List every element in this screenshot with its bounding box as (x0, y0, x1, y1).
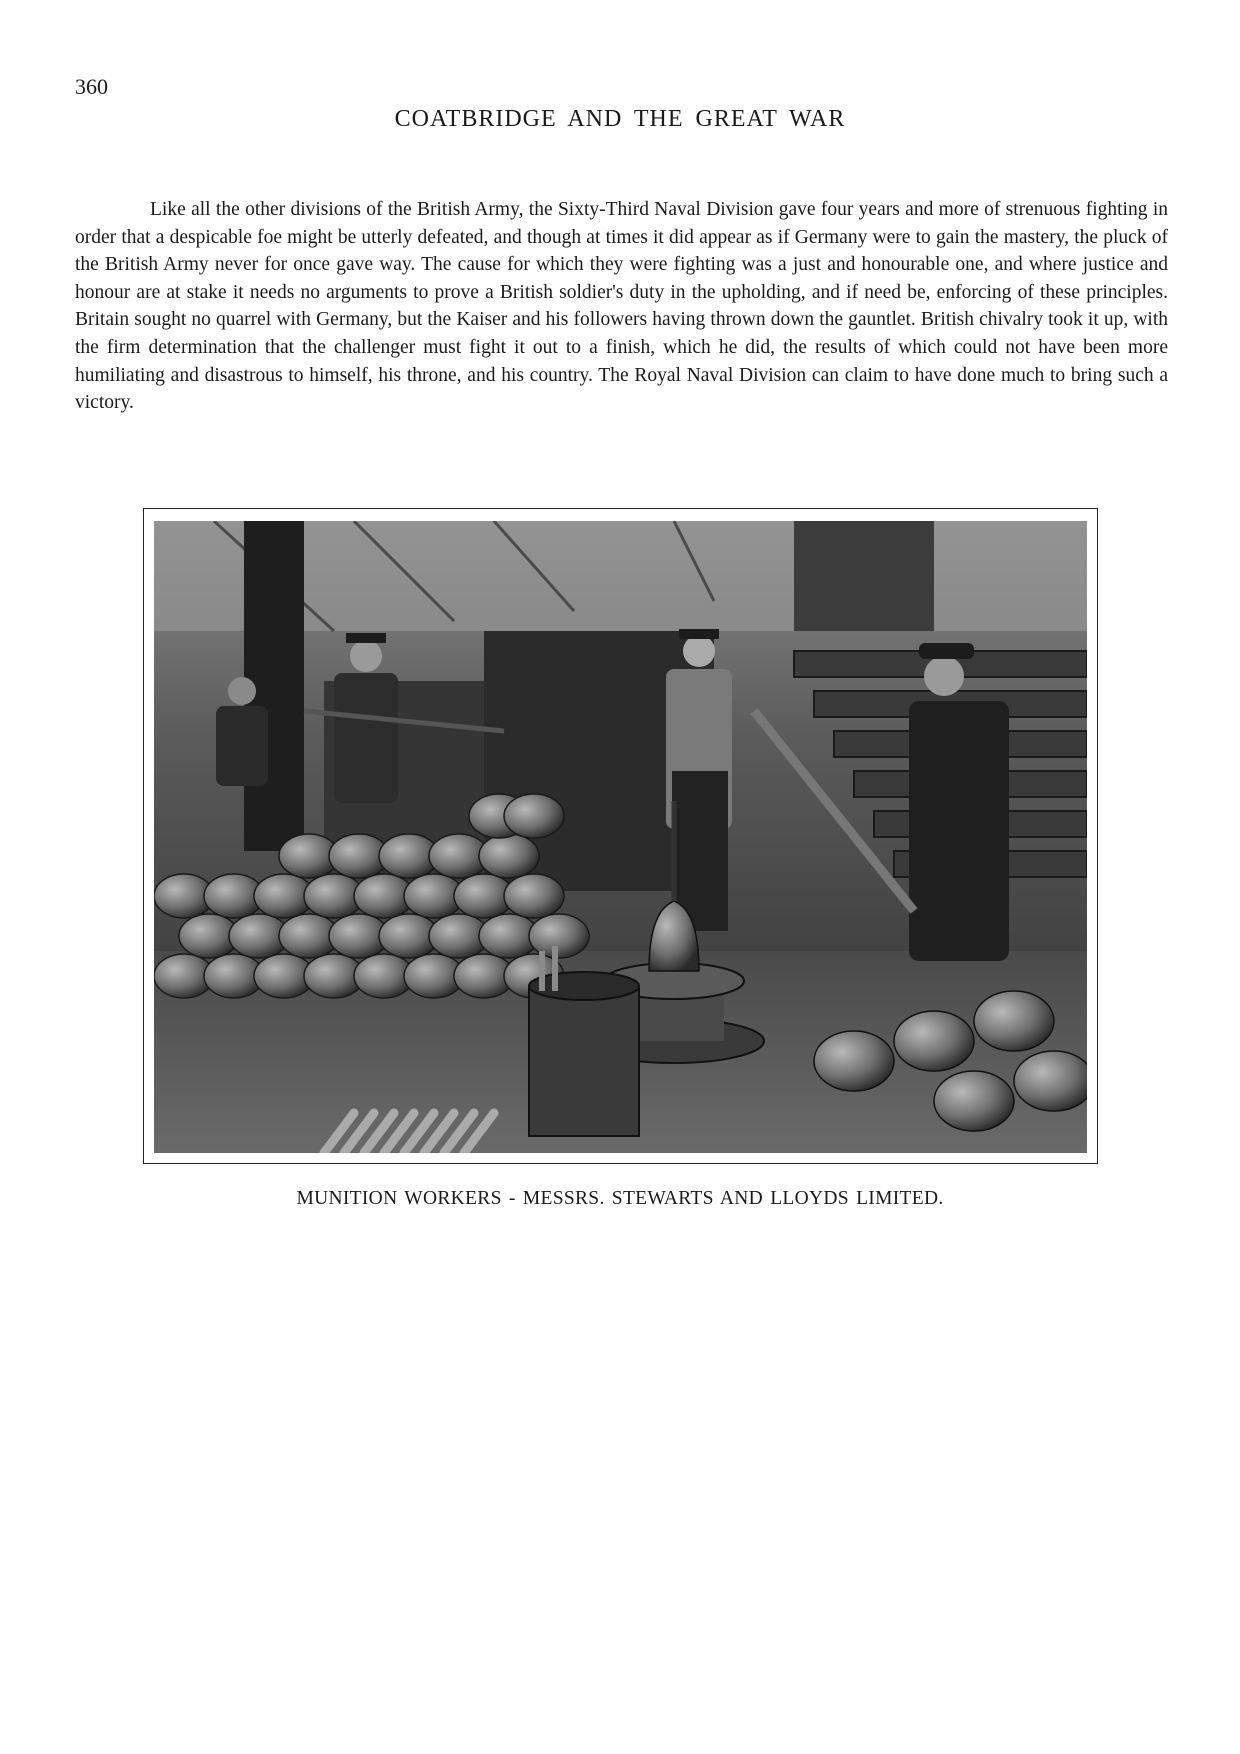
page-number: 360 (75, 74, 108, 99)
photo-caption: MUNITION WORKERS - MESSRS. STEWARTS AND LLOYDS LIMITED. (296, 1188, 944, 1209)
photo-frame (143, 508, 1098, 1164)
munition-workers-photo (154, 521, 1087, 1153)
body-paragraph: Like all the other divisions of the British Army, the Sixty-Third Naval Division gave four years and more of strenuous fighting in order that a despicable foe might be utterly defeated, and though at times it did appear as if Germany were to gain the mastery, the pluck of the British Army never for once gave way. The cause for which they were fighting was a just and honourable one, and where justice and honour are at stake it needs no arguments to prove a British soldier's duty in the upholding, and if need be, enforcing of these principles. Britain sought no quarrel with Germany, but the Kaiser and his followers having thrown down the gauntlet. British chivalry took it up, with the firm determination that the challenger must fight it out to a finish, which he did, the results of which could not have been more humiliating and disastrous to himself, his throne, and his country. The Royal Naval Division can claim to have done much to bring such a victory. (75, 199, 1168, 414)
running-head: COATBRIDGE AND THE GREAT WAR (394, 106, 846, 132)
